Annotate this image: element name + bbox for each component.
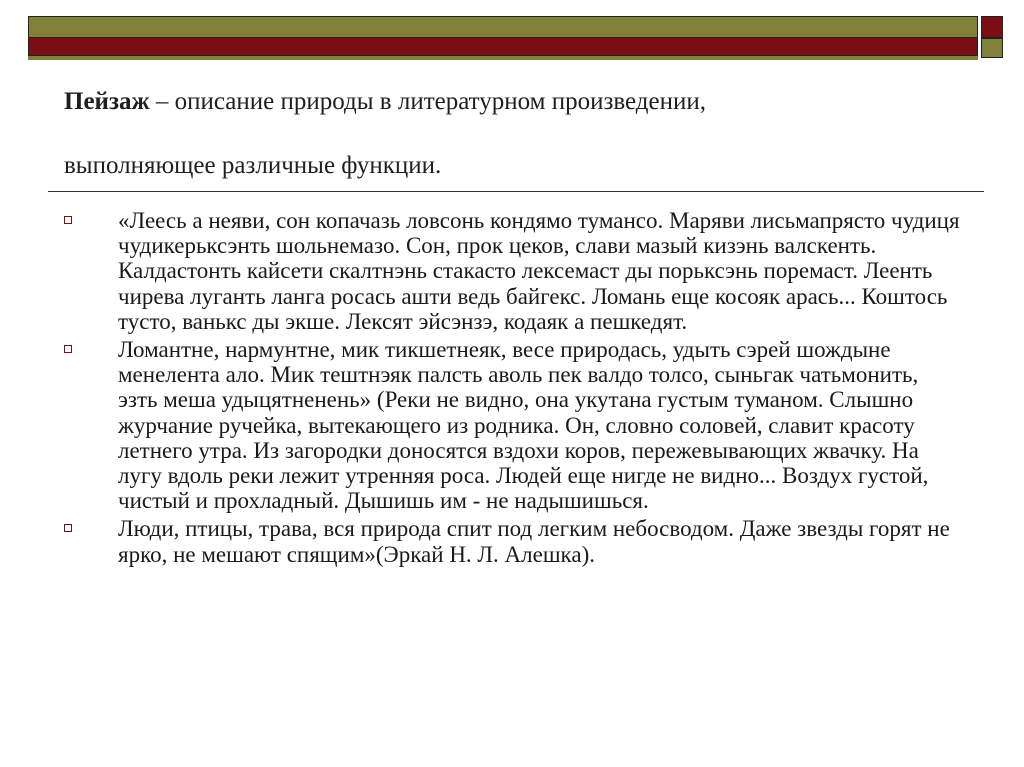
- header-band-olive-thin: [28, 56, 978, 60]
- hollow-square-bullet-icon: [64, 524, 72, 532]
- title-definition-start: – описание природы в литературном произведении,: [149, 88, 706, 115]
- title-line-1: [64, 70, 964, 134]
- list-item-text: Люди, птицы, трава, вся природа спит под легким небосводом. Даже звезды горят не ярко, не мешают спящим»(Эркай Н. Л. Алешка).: [118, 516, 950, 567]
- header-band-olive: [28, 16, 978, 38]
- title-divider: [48, 191, 984, 192]
- list-item: [62, 516, 962, 566]
- hollow-square-bullet-icon: [64, 345, 72, 353]
- list-item: [62, 337, 962, 513]
- list-item-text: «Леесь а неяви, сон копачазь ловсонь кондямо тумансо. Маряви лисьмапрясто чудиця чудикерьксэнть шольнемазо. Сон, прок цеков, слави мазый кизэнь валскенть. Калдастонть кайсети скалтнэнь стакасто лексемаст ды порьксэнь поремаст. Леенть чирева луганть ланга росась ашти ведь байгекс. Ломань еще косояк арась... Коштось тусто, ванькс ды экше. Лексят эйсэнзэ, кодаяк а пешкедят.: [118, 208, 960, 334]
- header-band-red: [28, 38, 978, 56]
- list-item-text: Ломантне, нармунтне, мик тикшетнеяк, весе природась, удыть сэрей шождыне менелента ало. Мик тештнэяк палсть аволь пек валдо толсо, сыньгак чатьмонить, эзть меша удыцятненень» (Реки не видно, она укутана густым туманом. Слышно журчание ручейка, вытекающего из родника. Он, словно соловей, славит красоту летнего утра. Из загородки доносятся вздохи коров, пережевывающих жвачку. На лугу вдоль реки лежит утренняя роса. Людей еще нигде не видно... Воздух густой, чистый и прохладный. Дышишь им - не надышишься.: [118, 337, 929, 514]
- bullet-list: [62, 208, 962, 570]
- slide-title: [64, 70, 964, 198]
- title-term: Пейзаж: [64, 88, 150, 115]
- title-line-2: выполняющее различные функции.: [64, 152, 442, 179]
- corner-square-red: [981, 16, 1003, 38]
- hollow-square-bullet-icon: [64, 216, 72, 224]
- corner-square-olive: [981, 38, 1003, 58]
- list-item: [62, 208, 962, 334]
